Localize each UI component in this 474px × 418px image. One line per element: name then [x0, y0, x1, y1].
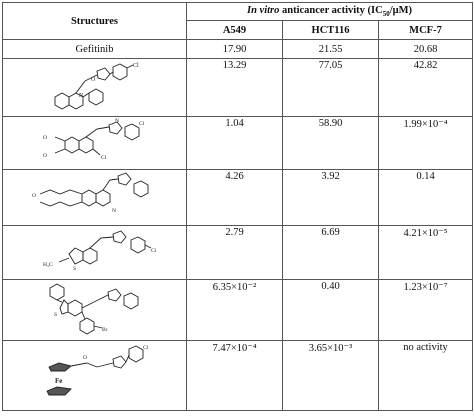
value-mcf7: 1.23×10⁻⁷: [379, 280, 473, 341]
structure-cell: [3, 341, 187, 411]
o-label: O: [82, 355, 87, 361]
fe-label: Fe: [54, 377, 62, 385]
cl-label: Cl: [142, 345, 148, 351]
table-row: [3, 226, 473, 280]
value-a549: 13.29: [187, 59, 283, 117]
value-mcf7: no activity: [379, 341, 473, 411]
structure-drawing: [30, 280, 160, 338]
col-mcf7: MCF-7: [379, 21, 473, 40]
compound-name: Gefitinib: [3, 40, 187, 59]
h3c-label: H₃C: [42, 262, 53, 268]
structure-cell: [3, 226, 187, 280]
value-mcf7: 4.21×10⁻⁵: [379, 226, 473, 280]
value-hct116: 21.55: [283, 40, 379, 59]
col-a549: A549: [187, 21, 283, 40]
o-label: O: [31, 193, 36, 199]
s-label: S: [72, 266, 76, 272]
n-label: N: [78, 93, 83, 99]
structure-cell: [3, 170, 187, 226]
value-hct116: 3.92: [283, 170, 379, 226]
value-a549: 2.79: [187, 226, 283, 280]
value-a549: 7.47×10⁻⁴: [187, 341, 283, 411]
cl-label: Cl: [100, 155, 106, 161]
cl-label: Cl: [150, 248, 156, 254]
structure-drawing: [35, 59, 155, 115]
o-label: O: [42, 153, 47, 159]
table-row: [3, 117, 473, 170]
value-a549: 4.26: [187, 170, 283, 226]
br-label: Br: [101, 327, 107, 333]
value-hct116: 3.65×10⁻³: [283, 341, 379, 411]
o-label: O: [90, 77, 95, 83]
structure-drawing: [25, 341, 165, 407]
value-a549: 1.04: [187, 117, 283, 170]
structure-cell: [3, 117, 187, 170]
table-row: [3, 40, 473, 59]
value-mcf7: 20.68: [379, 40, 473, 59]
value-mcf7: 0.14: [379, 170, 473, 226]
value-hct116: 58.90: [283, 117, 379, 170]
value-mcf7: 42.82: [379, 59, 473, 117]
n-label: N: [111, 208, 116, 214]
value-a549: 17.90: [187, 40, 283, 59]
o-label: O: [42, 135, 47, 141]
table-row: [3, 59, 473, 117]
value-mcf7: 1.99×10⁻⁴: [379, 117, 473, 170]
table-row: [3, 341, 473, 411]
structure-cell: [3, 59, 187, 117]
value-hct116: 77.05: [283, 59, 379, 117]
structure-drawing: [20, 170, 170, 224]
cl-label: Cl: [138, 121, 144, 127]
table-row: [3, 170, 473, 226]
value-a549: 6.35×10⁻²: [187, 280, 283, 341]
value-hct116: 0.40: [283, 280, 379, 341]
structure-drawing: [25, 226, 165, 278]
activity-header: In vitro anticancer activity $(IC_{50}/\mu M)$: [187, 3, 473, 21]
structure-drawing: [25, 117, 165, 168]
table-row: [3, 280, 473, 341]
s-label: S: [53, 312, 57, 318]
col-hct116: HCT116: [283, 21, 379, 40]
structure-cell: [3, 280, 187, 341]
structures-header: Structures: [3, 3, 187, 40]
n-label: N: [114, 118, 119, 124]
cl-label: Cl: [132, 63, 139, 69]
value-hct116: 6.69: [283, 226, 379, 280]
activity-table: [2, 2, 473, 411]
